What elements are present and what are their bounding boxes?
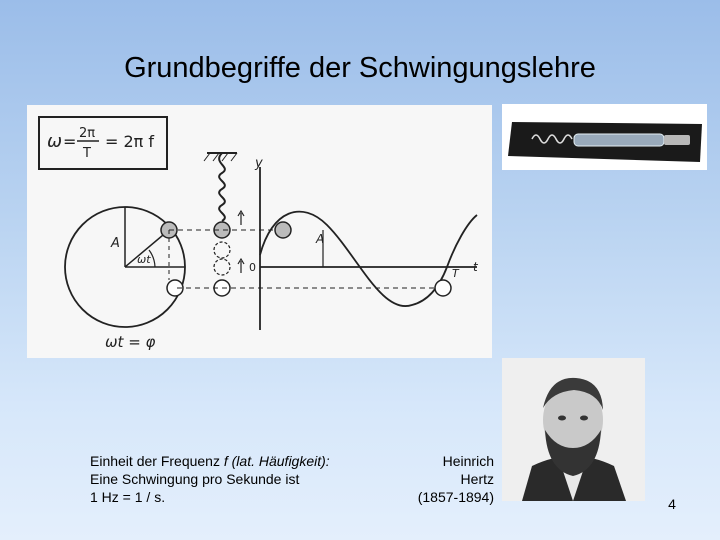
portrait-caption [386,452,494,506]
label-omega-t: ωt [137,253,151,266]
label-period: T [452,267,459,280]
tube-cap [664,135,690,145]
slide-title: Grundbegriffe der Schwingungslehre [124,52,596,84]
formula-rhs: = 2π f [105,132,155,151]
formula-omega: ω [47,131,63,152]
frequency-caption [90,452,330,506]
phase-formula: ωt = φ [105,333,156,351]
point-on-wave [275,222,291,238]
label-amplitude-circle: A [111,236,120,251]
caption-line-1-prefix: Einheit der Frequenz [90,453,224,469]
spring-tube-image [502,104,707,170]
person-years: (1857-1894) [417,489,494,505]
label-zero: 0 [249,261,256,274]
caption-line-1 [90,452,330,470]
hertz-portrait [502,358,645,501]
formula-denominator: T [83,146,91,161]
label-t: t [473,260,478,274]
formula-equals: = [63,132,77,151]
caption-line-2: Eine Schwingung pro Sekunde ist [90,471,300,487]
oscillation-sketch [27,105,492,358]
page-number: 4 [668,496,676,512]
glass-tube [574,134,664,146]
caption-line-1-suffix: (lat. Häufigkeit): [227,453,330,469]
label-y: y [255,156,263,171]
label-amplitude-wave: A [316,232,325,246]
person-last-name: Hertz [460,471,494,487]
formula-numerator: 2π [79,126,96,141]
spring [219,153,225,221]
caption-frequency-symbol: f [223,453,228,469]
caption-line-3: 1 Hz = 1 / s. [90,489,166,505]
person-first-name: Heinrich [442,453,494,469]
